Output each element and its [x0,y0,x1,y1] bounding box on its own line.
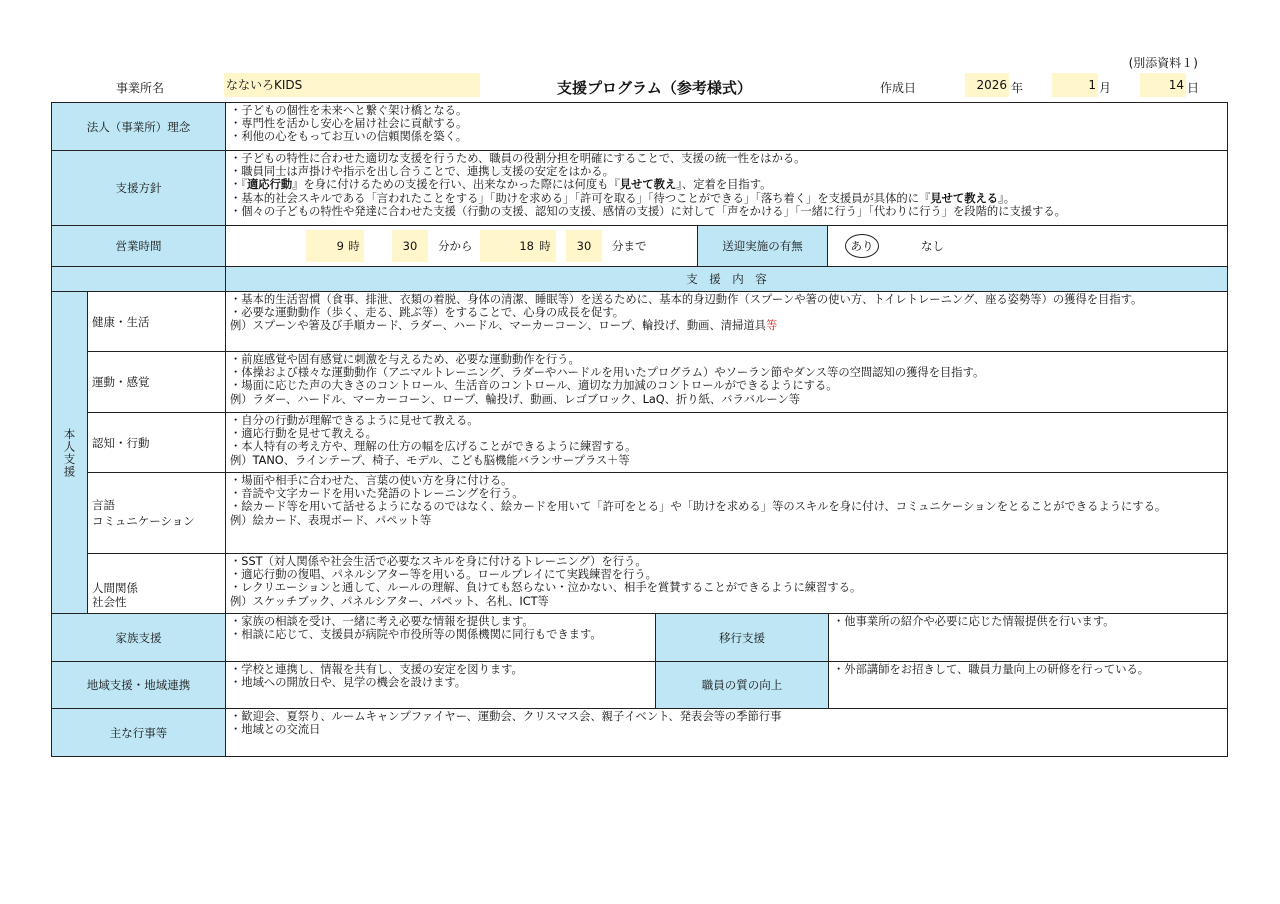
support-line: ・自分の行動が理解できるように見せて教える。 [230,414,479,427]
support-line: ・歓迎会、夏祭り、ルームキャンプファイヤー、運動会、クリスマス会、親子イベント、発表会等の季節行事 [230,710,782,723]
support-line: ・適応行動の復唱、パネルシアター等を用いる。ロールプレイにて実践練習を行う。 [230,568,657,582]
community-support-label: 地域支援・地域連携 [52,662,226,709]
language-communication-text[interactable] [226,473,1227,554]
support-line: ・適応行動を見せて教える。 [230,427,377,441]
support-example: 例）TANO、ラインテープ、椅子、モデル、こども脳機能バランサープラス＋等 [230,453,630,467]
policy-text[interactable] [226,151,1227,226]
philosophy-line: ・子どもの個性を未来へと繋ぐ架け橋となる。 [230,104,468,117]
transport-no-option[interactable]: なし [921,239,944,253]
policy-line: ・個々の子どもの特性や発達に合わせた支援（行動の支援、認知の支援、感情の支援）に対して「声をかける」「一緒に行う」「代わりに行う」を段階的に支援する。 [230,204,1066,218]
family-support-text[interactable] [226,614,656,662]
motor-sensory-text[interactable] [226,352,1227,413]
policy-label: 支援方針 [52,151,226,226]
support-program-table [51,102,1228,757]
health-life-text[interactable] [226,292,1227,352]
date-label: 作成日 [880,81,917,95]
support-example: 例）スケッチブック、パネルシアター、パペット、名札、ICT等 [230,594,549,608]
support-header-blank [52,267,226,292]
support-line: ・前庭感覚や固有感覚に刺激を与えるため、必要な運動動作を行う。 [230,353,580,366]
relationships-social-label: 人間関係 社会性 [88,554,226,614]
support-line: ・地域との交流日 [230,723,321,737]
from-label: 分から [438,239,473,253]
support-line: ・場面や相手に合わせた、言葉の使い方を身に付ける。 [230,474,513,487]
cognition-behavior-label: 認知・行動 [88,413,226,473]
transition-support-text[interactable] [829,614,1227,662]
personal-support-label: 本人支援 [52,292,88,614]
transition-support-label: 移行支援 [656,614,829,662]
start-hour-field[interactable]: 9 時 [306,230,364,262]
health-life-label: 健康・生活 [88,292,226,352]
support-content-header: 支 援 内 容 [226,267,1227,292]
year-unit: 年 [1011,81,1024,95]
hours-cell [226,226,698,267]
until-label: 分まで [612,239,647,253]
policy-line: ・職員同士は声掛けや指示を出し合うことで、連携し支援の安定をはかる。 [230,165,614,179]
language-communication-label: 言語 コミュニケーション [88,473,226,554]
philosophy-label: 法人（事業所）理念 [52,103,226,151]
transport-yes-option[interactable]: あり [845,234,879,258]
support-line: ・基本的生活習慣（食事、排泄、衣類の着脱、身体の清潔、睡眠等）を送るために、基本的身辺動作（スプーンや箸の使い方、トイレトレーニング、座る姿勢等）の獲得を目指す。 [230,293,1143,306]
transport-options [828,226,1227,267]
philosophy-line: ・利他の心をもってお互いの信頼関係を築く。 [230,130,468,144]
transport-label: 送迎実施の有無 [698,226,828,267]
day-field[interactable]: 14 [1140,73,1186,97]
support-line: ・絵カード等を用いて話せるようになるのではなく、絵カードを用いて「許可をとる」や「助けを求める」等のスキルを身に付け、コミュニケーションをとることができるようにする。 [230,500,1167,514]
office-label: 事業所名 [116,81,165,95]
support-example: 例）絵カード、表現ボード、パペット等 [230,513,432,527]
cognition-behavior-text[interactable] [226,413,1227,473]
relationships-social-text[interactable] [226,554,1227,614]
motor-sensory-label: 運動・感覚 [88,352,226,413]
community-support-text[interactable] [226,662,656,709]
support-line: ・他事業所の紹介や必要に応じた情報提供を行います。 [833,615,1115,628]
support-example: 例）ラダー、ハードル、マーカーコーン、ロープ、輪投げ、動画、レゴブロック、LaQ、折り紙、バラバルーン等 [230,392,801,406]
staff-quality-text[interactable] [829,662,1227,709]
support-example: 例）スプーンや箸及び手順カード、ラダー、ハードル、マーカーコーン、ロープ、輪投げ、動画、清掃道具等 [230,319,778,333]
policy-line: ・子どもの特性に合わせた適切な支援を行うため、職員の役割分担を明確にすることで、支援の統一性をはかる。 [230,152,806,165]
office-name-field[interactable]: なないろKIDS [224,73,480,97]
support-line: ・場面に応じた声の大きさのコントロール、生活音のコントロール、適切な力加減のコントロールができるようにする。 [230,379,838,393]
appendix-label: (別添資料１) [1128,56,1198,70]
page-title: 支援プログラム（参考様式） [557,79,752,97]
policy-line: ・基本的社会スキルである「言われたことをする」「助けを求める」「許可を取る」「待つことができる」「落ち着く」を支援員が具体的に『見せて教える』。 [230,191,1016,205]
support-line: ・音読や文字カードを用いた発語のトレーニングを行う。 [230,487,524,501]
policy-line: ・『適応行動』を身に付けるための支援を行い、出来なかった際には何度も『見せて教え』、定着を目指す。 [230,178,772,192]
start-minute-field[interactable]: 30 [392,230,428,262]
support-line: ・必要な運動動作（歩く、走る、跳ぶ等）をすることで、心身の成長を促す。 [230,306,625,320]
support-line: ・外部講師をお招きして、職員力量向上の研修を行っている。 [833,663,1150,676]
support-line: ・相談に応じて、支援員が病院や市役所等の関係機関に同行もできます。 [230,628,602,642]
day-unit: 日 [1187,81,1200,95]
support-line: ・家族の相談を受け、一緒に考え必要な情報を提供します。 [230,615,534,628]
support-line: ・SST（対人関係や社会生活で必要なスキルを身に付けるトレーニング）を行う。 [230,555,647,568]
hours-label: 営業時間 [52,226,226,267]
support-line: ・体操および様々な運動動作（アニマルトレーニング、ラダーやハードルを用いたプログラム）やソーラン節やダンス等の空間認知の獲得を目指す。 [230,366,985,380]
events-text[interactable] [226,709,1227,756]
staff-quality-label: 職員の質の向上 [656,662,829,709]
support-line: ・本人特有の考え方や、理解の仕方の幅を広げることができるように練習する。 [230,440,637,454]
philosophy-text[interactable] [226,103,1227,151]
month-unit: 月 [1099,81,1112,95]
year-field[interactable]: 2026 [965,73,1009,97]
support-line: ・学校と連携し、情報を共有し、支援の安定を図ります。 [230,663,523,676]
month-field[interactable]: 1 [1052,73,1098,97]
events-label: 主な行事等 [52,709,226,756]
support-line: ・レクリエーションと通して、ルールの理解、負けても怒らない・泣かない、相手を賞賛することができるように練習する。 [230,581,862,595]
philosophy-line: ・専門性を活かし安心を届け社会に貢献する。 [230,117,468,131]
support-line: ・地域への開放日や、見学の機会を設けます。 [230,676,467,690]
end-minute-field[interactable]: 30 [566,230,602,262]
family-support-label: 家族支援 [52,614,226,662]
end-hour-field[interactable]: 18 時 [480,230,556,262]
